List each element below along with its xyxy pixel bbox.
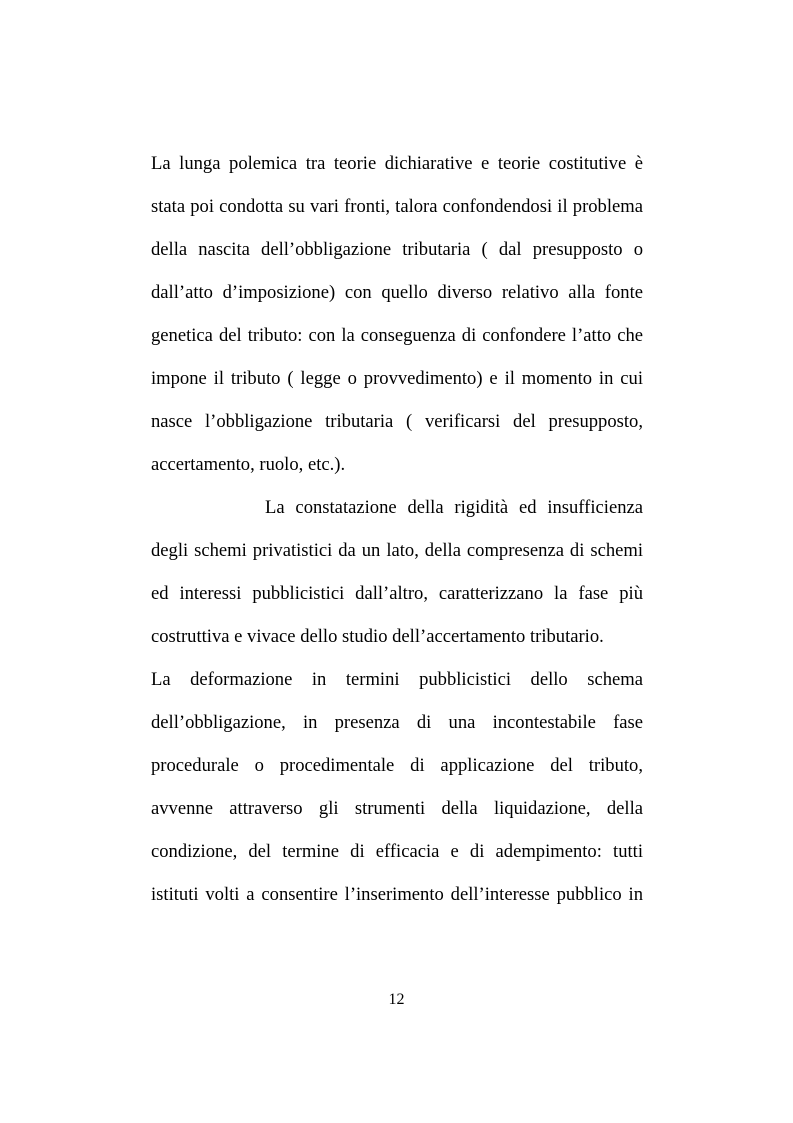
body-text [151, 142, 643, 916]
text-line: La lunga polemica tra teorie dichiarative e teorie costitutive è [151, 153, 643, 174]
text-line: stata poi condotta su vari fronti, talora confondendosi il problema [151, 196, 643, 217]
text-line: dall’atto d’imposizione) con quello diverso relativo alla fonte [151, 282, 643, 303]
text-line: costruttiva e vivace dello studio dell’accertamento tributario. [151, 626, 604, 647]
text-line: istituti volti a consentire l’inserimento dell’interesse pubblico in [151, 884, 643, 905]
text-line-indented: La constatazione della rigidità ed insufficienza [265, 497, 643, 518]
text-line: accertamento, ruolo, etc.). [151, 454, 346, 475]
text-line: nasce l’obbligazione tributaria ( verificarsi del presupposto, [151, 411, 643, 432]
text-line: condizione, del termine di efficacia e di adempimento: tutti [151, 841, 643, 862]
text-line: ed interessi pubblicistici dall’altro, caratterizzano la fase più [151, 583, 643, 604]
text-line: avvenne attraverso gli strumenti della liquidazione, della [151, 798, 643, 819]
text-line: dell’obbligazione, in presenza di una incontestabile fase [151, 712, 643, 733]
text-line: La deformazione in termini pubblicistici dello schema [151, 669, 643, 690]
text-line: genetica del tributo: con la conseguenza di confondere l’atto che [151, 325, 643, 346]
text-line: impone il tributo ( legge o provvedimento) e il momento in cui [151, 368, 643, 389]
text-line: della nascita dell’obbligazione tributaria ( dal presupposto o [151, 239, 643, 260]
page-number: 12 [388, 991, 405, 1008]
text-line: degli schemi privatistici da un lato, della compresenza di schemi [151, 540, 643, 561]
text-line: procedurale o procedimentale di applicazione del tributo, [151, 755, 643, 776]
